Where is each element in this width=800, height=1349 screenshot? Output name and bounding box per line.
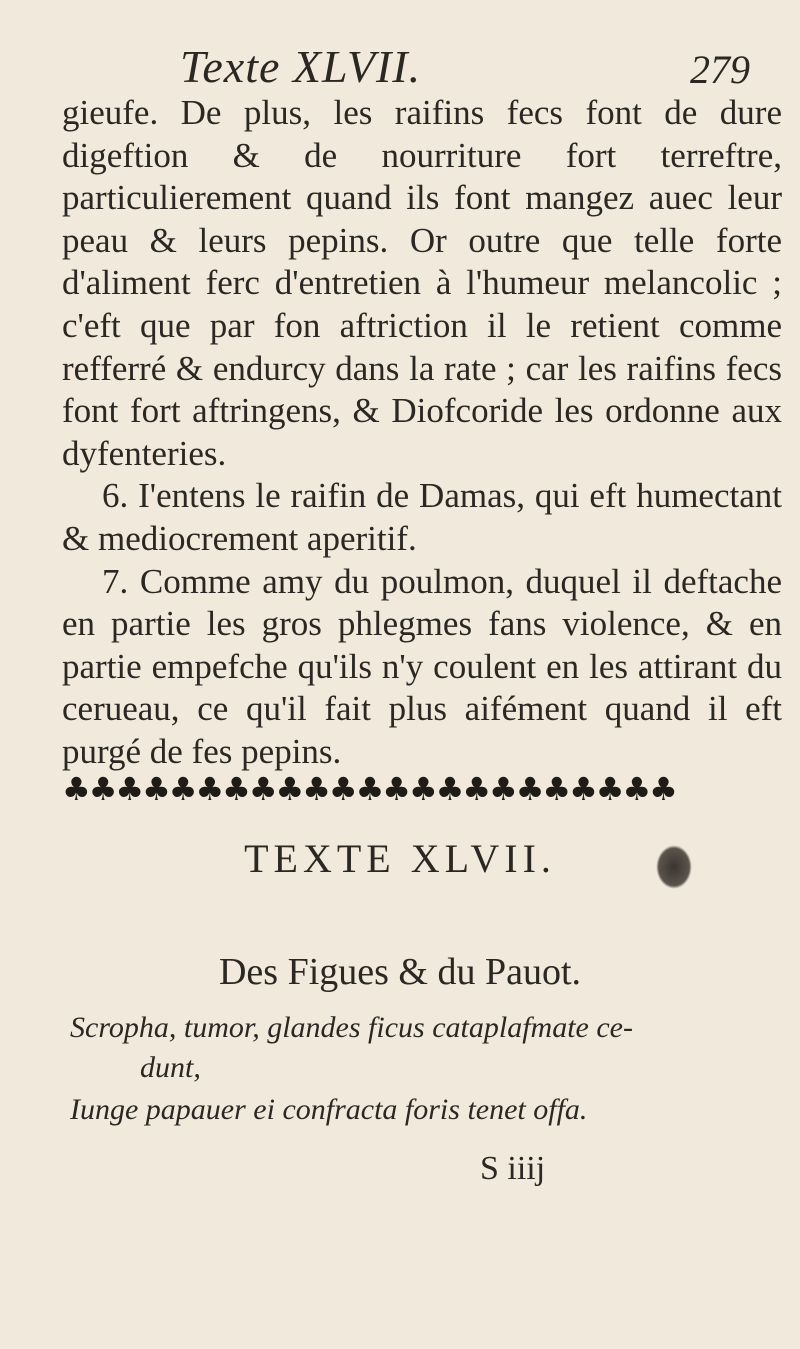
ink-stain [656, 845, 692, 889]
verse-line-2: Iunge papauer ei confracta foris tenet offa. [70, 1093, 588, 1126]
running-head-title: Texte XLVII. [180, 41, 422, 92]
body-text [62, 92, 782, 774]
verse-line-1-continuation: dunt, [140, 1051, 201, 1084]
paragraph-note-7: 7. Comme amy du poulmon, duquel il deftache en partie les gros phlegmes fans violence, & en partie empefche qu'ils n'y coulent en les attirant du cerueau, ce qu'il fait plus aifément quand il eft purgé de fes pepins. [62, 561, 782, 771]
section-subtitle: Des Figues & du Pauot. [218, 951, 582, 993]
paragraph-continuation: gieufe. De plus, les raifins fecs font de dure digeftion & de nourriture fort terreftre, particulierement quand ils font mangez auec leur peau & leurs pepins. Or outre que telle forte d'aliment ferc d'entretien à l'humeur melancolic ; c'eft que par fon aftriction il le retient comme refferré & endurcy dans la rate ; car les raifins fecs font fort aftringens, & Diofcoride les ordonne aux dyfenteries. [62, 93, 782, 473]
paragraph-note-6: 6. I'entens le raifin de Damas, qui eft humectant & mediocrement aperitif. [62, 476, 782, 558]
page-number: 279 [690, 47, 750, 92]
signature-mark: S iiij [480, 1150, 546, 1187]
section-title: TEXTE XLVII. [244, 836, 556, 881]
ornamental-divider: ♣♣♣♣♣♣♣♣♣♣♣♣♣♣♣♣♣♣♣♣♣♣♣ [62, 772, 676, 806]
running-head [170, 40, 750, 100]
verse-line-1: Scropha, tumor, glandes ficus cataplafmate ce- [70, 1011, 633, 1044]
